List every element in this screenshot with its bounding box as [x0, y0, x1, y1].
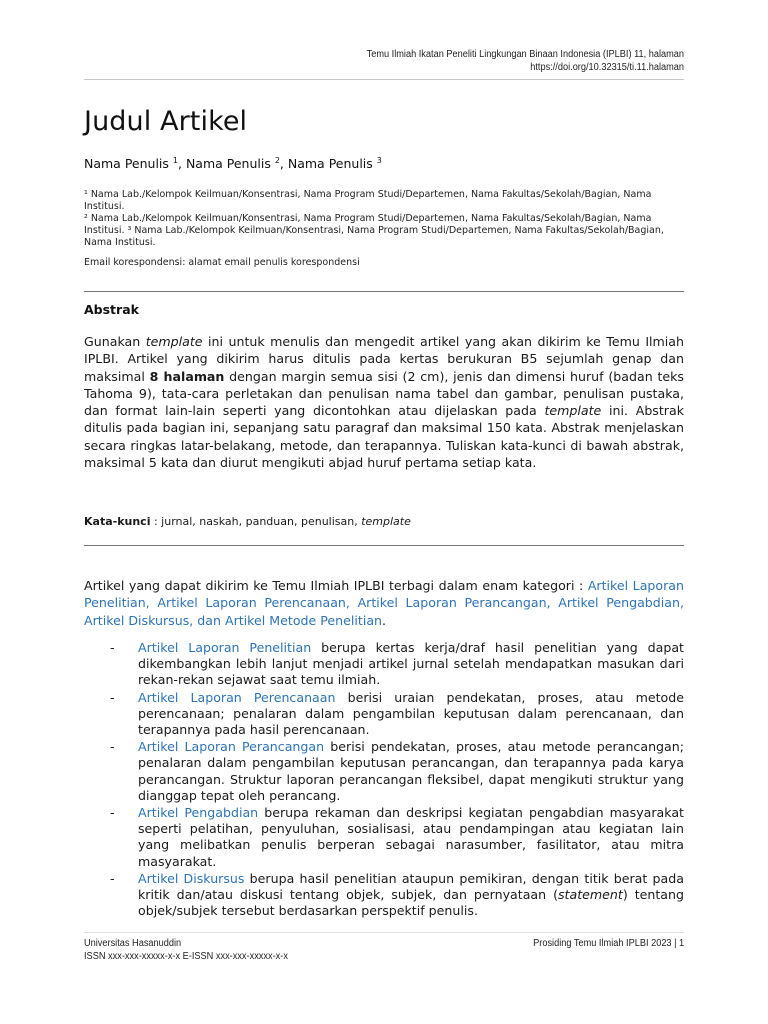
category-desc-tail: ) tentang objek/subjek tersebut berdasarkan perspektif penulis. [138, 887, 685, 919]
author-separator: , [177, 156, 186, 171]
abstract-text: ini. Abstrak ditulis pada bagian ini, sepanjang satu paragraf dan maksimal 150 kata. Abstrak menjelaskan secara ringkas latar-belakang, metode, dan terapannya. Tuliskan kata-kunci di bawah abstrak, maksimal 5 kata dan diurut mengikuti abjad huruf pertama setiap kata. [84, 403, 684, 471]
category-link[interactable]: Artikel Laporan Perancangan [138, 739, 325, 755]
footer-issn: ISSN xxx-xxx-xxxxx-x-x E-ISSN xxx-xxx-xxxxx-x-x [84, 951, 288, 962]
category-link[interactable]: Artikel Laporan Perencanaan [138, 689, 336, 705]
abstract-top-divider [84, 291, 684, 292]
list-item [84, 640, 684, 689]
author-2: Nama Penulis [185, 156, 275, 171]
abstract-bottom-divider [84, 545, 684, 546]
keywords-list: : jurnal, naskah, panduan, penulisan, [150, 515, 362, 528]
list-dash: - [110, 640, 115, 655]
list-dash: - [110, 689, 115, 705]
footer-divider [84, 932, 684, 933]
keywords-label: Kata-kunci [84, 515, 151, 528]
footer-university: Universitas Hasanuddin [84, 938, 182, 949]
affiliation-1: ¹ Nama Lab./Kelompok Keilmuan/Konsentrasi, Nama Program Studi/Departemen, Nama Fakultas/Sekolah/Bagian, Nama Institusi. [84, 189, 652, 212]
abstract-italic: template [145, 334, 203, 349]
category-link[interactable]: Artikel Laporan Penelitian [138, 640, 312, 655]
abstract-text: ini untuk menulis dan mengedit artikel yang akan dikirim ke Temu Ilmiah IPLBI. Artikel yang dikirim harus ditulis pada kertas berukuran B5 sejumlah genap dan maksimal [84, 334, 684, 384]
author-3-affil-mark: 3 [376, 156, 382, 165]
list-item [84, 871, 684, 920]
category-desc: berupa rekaman dan deskripsi kegiatan pengabdian masyarakat seperti pelatihan, penyuluhan, sosialisasi, atau pendampingan atau kegiatan lain yang melibatkan penulis berperan sebagai narasumber, fasilitator, atau mitra masyarakat. [138, 805, 684, 869]
author-list [84, 156, 382, 171]
header-doi: https://doi.org/10.32315/ti.11.halaman [530, 62, 684, 73]
category-link[interactable]: Artikel Pengabdian [138, 805, 259, 821]
footer-page-info: Prosiding Temu Ilmiah IPLBI 2023 | 1 [532, 938, 684, 949]
affiliation-2-3: ² Nama Lab./Kelompok Keilmuan/Konsentrasi, Nama Program Studi/Departemen, Nama Fakultas/Sekolah/Bagian, Nama Institusi. ³ Nama Lab./Kelompok Keilmuan/Konsentrasi, Nama Program Studi/Departemen, Nama Fakultas/Sekolah/Bagian, Nama Institusi. [84, 213, 664, 248]
list-dash: - [110, 805, 115, 821]
header-divider [84, 79, 684, 80]
abstract-text: Gunakan [84, 334, 146, 349]
author-1-affil-mark: 1 [172, 156, 178, 165]
footer-left [84, 937, 288, 963]
category-links[interactable]: Artikel Laporan Penelitian, Artikel Laporan Perencanaan, Artikel Laporan Perancangan, Artikel Pengabdian, Artikel Diskursus, dan Artikel Metode Penelitian [84, 578, 684, 628]
list-item [84, 690, 684, 739]
intro-text: Artikel yang dapat dikirim ke Temu Ilmiah IPLBI terbagi dalam enam kategori : [84, 578, 588, 593]
author-1: Nama Penulis [84, 156, 173, 171]
category-desc: berisi pendekatan, proses, atau metode perancangan; penalaran dalam pengambilan keputusan perancangan, dan terapannya pada karya perancangan. Struktur laporan perancangan fleksibel, dapat mengikuti struktur yang dianggap tepat oleh perancang. [138, 739, 684, 803]
author-3: Nama Penulis [287, 156, 377, 171]
keywords [84, 515, 411, 528]
author-2-affil-mark: 2 [274, 156, 280, 165]
category-desc: berisi uraian pendekatan, proses, atau metode perencanaan; penalaran dalam pengambilan keputusan dalam perencanaan, dan terapannya pada hasil perencanaan. [138, 689, 685, 738]
author-separator: , [279, 156, 288, 171]
abstract-bold: 8 halaman [149, 368, 225, 384]
category-link[interactable]: Artikel Diskursus [138, 870, 245, 886]
abstract-italic: template [544, 403, 602, 419]
abstract-heading: Abstrak [84, 302, 139, 317]
list-dash: - [110, 870, 115, 886]
header-conference: Temu Ilmiah Ikatan Peneliti Lingkungan Binaan Indonesia (IPLBI) 11, halaman [366, 49, 684, 60]
intro-paragraph [84, 577, 684, 629]
correspondence-email: Email korespondensi: alamat email penulis korespondensi [84, 257, 360, 268]
running-header [367, 48, 684, 74]
category-desc: berupa hasil penelitian ataupun pemikiran, dengan titik berat pada kritik dan/atau diskusi tentang objek, subjek, dan pernyataan ( [138, 870, 684, 903]
category-italic: statement [558, 887, 623, 903]
intro-end: . [382, 612, 387, 628]
list-item [84, 739, 684, 804]
list-item [84, 805, 684, 870]
affiliations [84, 189, 684, 249]
keywords-italic: template [361, 515, 411, 528]
abstract-body [84, 333, 684, 471]
abstract-text: dengan margin semua sisi (2 cm), jenis dan dimensi huruf (badan teks Tahoma 9), tata-cara perletakan dan penulisan nama tabel dan gambar, penulisan pustaka, dan format lain-lain seperti yang dicontohkan atau dijelaskan pada [84, 368, 684, 419]
list-dash: - [110, 739, 115, 755]
category-desc: berupa kertas kerja/draf hasil penelitian yang dapat dikembangkan lebih lanjut menjadi artikel jurnal setelah mendapatkan masukan dari rekan-rekan sejawat saat temu ilmiah. [138, 640, 684, 688]
category-list [84, 640, 684, 920]
article-title: Judul Artikel [84, 106, 248, 137]
